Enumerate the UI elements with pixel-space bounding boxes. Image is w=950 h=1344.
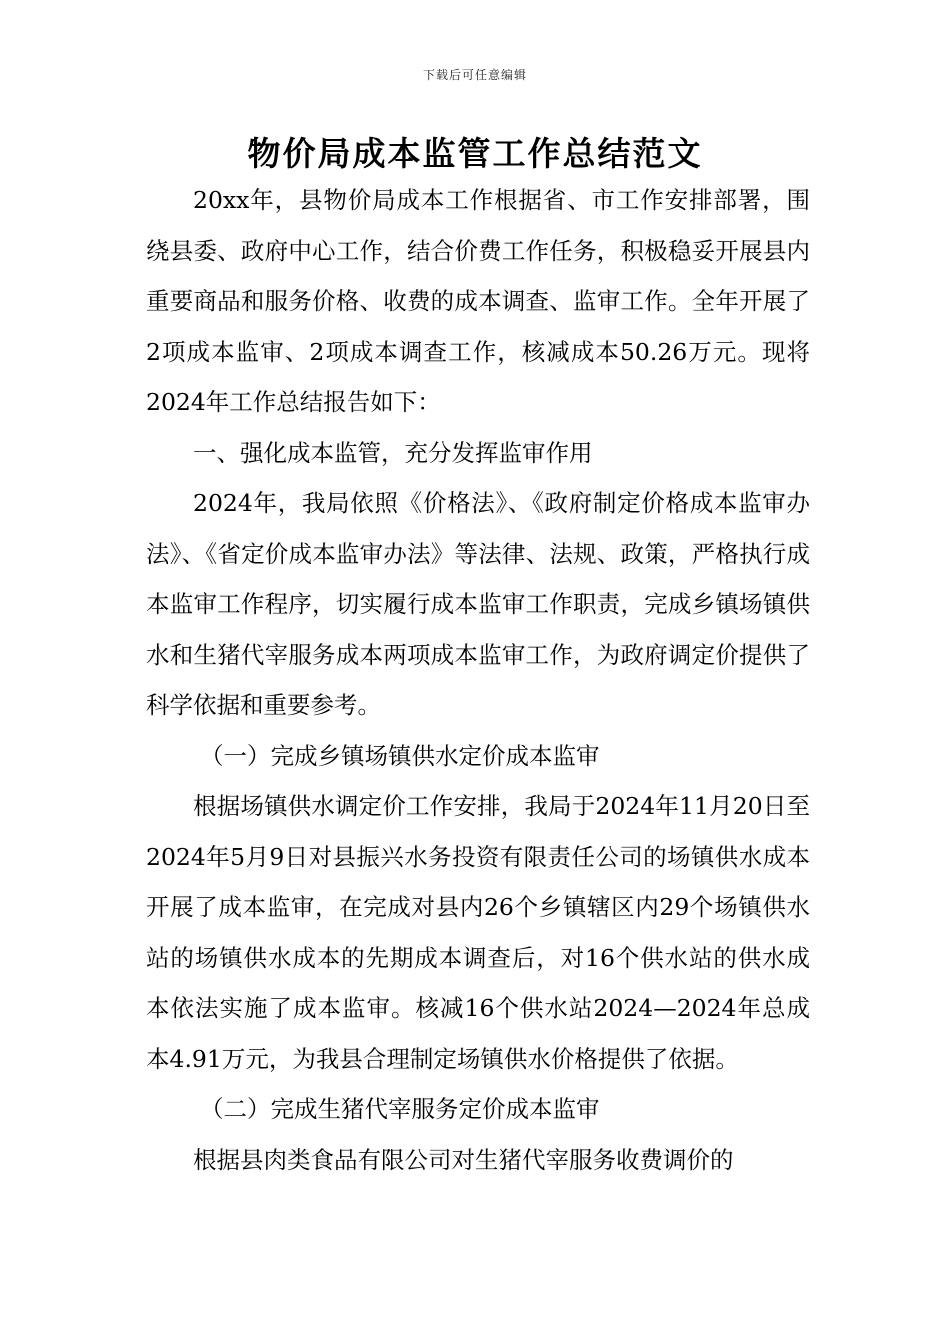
header-note: 下载后可任意编辑 [422, 68, 527, 82]
document-title: 物价局成本监管工作总结范文 [247, 134, 703, 173]
subsection-2-paragraph: 根据县肉类食品有限公司对生猪代宰服务收费调价的 [193, 1145, 734, 1174]
intro-paragraph: 20xx年，县物价局成本工作根据省、市工作安排部署，围绕县委、政府中心工作，结合价费工作任务，积极稳妥开展县内重要商品和服务价格、收费的成本调查、监审工作。全年开展了2项成本监审、2项成本调查工作，核减成本50.26万元。现将2024年工作总结报告如下： [146, 186, 810, 416]
subsection-heading-1: （一）完成乡镇场镇供水定价成本监审 [200, 741, 600, 770]
subsection-1-paragraph: 根据场镇供水调定价工作安排，我局于2024年11月20日至2024年5月9日对县振兴水务投资有限责任公司的场镇供水成本开展了成本监审，在完成对县内26个乡镇辖区内29个场镇供水站的场镇供水成本的先期成本调查后，对16个供水站的供水成本依法实施了成本监审。核减16个供水站2024—2024年总成本4.91万元，为我县合理制定场镇供水价格提供了依据。 [146, 792, 810, 1073]
document-body [146, 175, 810, 1185]
section-1-paragraph: 2024年，我局依照《价格法》、《政府制定价格成本监审办法》、《省定价成本监审办法》等法律、法规、政策，严格执行成本监审工作程序，切实履行成本监审工作职责，完成乡镇场镇供水和生猪代宰服务成本两项成本监审工作，为政府调定价提供了科学依据和重要参考。 [146, 489, 810, 719]
section-heading-1: 一、强化成本监管，充分发挥监审作用 [193, 438, 593, 467]
subsection-heading-2: （二）完成生猪代宰服务定价成本监审 [200, 1095, 600, 1123]
